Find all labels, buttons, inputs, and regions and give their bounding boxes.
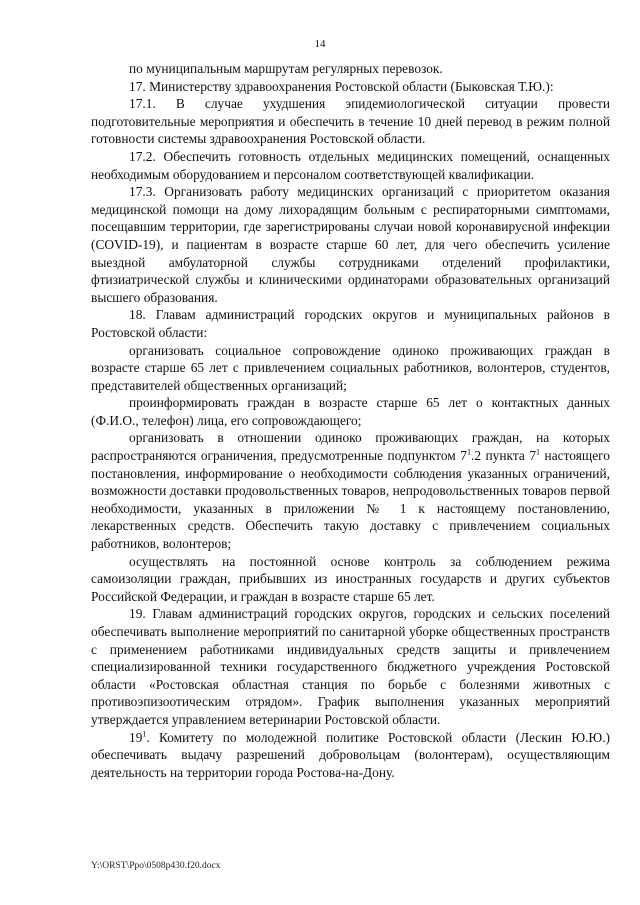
paragraph-18-item-inform: проинформировать граждан в возрасте старше 65 лет о контактных данных (Ф.И.О., телефон) лица, его сопровождающего; [91,395,610,428]
paragraph-continuation: по муниципальным маршрутам регулярных перевозок. [129,61,443,76]
page-number: 14 [314,38,326,50]
paragraph-18-item-control: осуществлять на постоянной основе контроль за соблюдением режима самоизоляции граждан, прибывших из иностранных государств и других субъектов Российской Федерации, и граждан в возрасте старше 65 лет. [91,553,610,604]
paragraph-18: 18. Главам администраций городских округов и муниципальных районов в Ростовской области: [91,307,610,340]
text-fragment: . Комитету по молодежной политике Ростовской области (Лескин Ю.Ю.) обеспечивать выдачу разрешений добровольцам (волонтерам), осуществляющим деятельность на территории города Ростова-на-Дону. [91,729,610,780]
text-fragment: 19 [129,729,143,745]
footer-file-path: Y:\ORST\Ppo\0508p430.f20.docx [91,861,221,871]
paragraph-18-item-delivery [91,429,610,552]
superscript: 1 [142,729,147,739]
paragraph-18-item-social-support: организовать социальное сопровождение одиноко проживающих граждан в возрасте старше 65 лет с привлечением социальных работников, волонтеров, студентов, представителей общественных организаций; [91,342,610,393]
superscript: 1 [536,447,541,457]
paragraph-17-3: 17.3. Организовать работу медицинских организаций с приоритетом оказания медицинской помощи на дому лихорадящим больным с респираторными симптомами, посещавшим территории, где зарегистрированы случаи новой коронавирусной инфекции (COVID-19), и пациентам в возрасте старше 60 лет, для чего обеспечить усиление выездной амбулаторной службы сотрудниками отделений профилактики, фтизиатрической службы и клиническими ординаторами образовательных организаций высшего образования. [91,184,610,305]
text-fragment: настоящего постановления, информирование о необходимости соблюдения указанных ограничений, возможности доставки продовольственных товаров, непродовольственных товаров первой необходимости, указанных в приложении № 1 к настоящему постановлению, лекарственных средств. Обеспечить такую доставку с привлечением социальных работников, волонтеров; [91,448,610,552]
text-fragment: .2 пункта 7 [470,448,537,464]
paragraph-17-1: 17.1. В случае ухудшения эпидемиологической ситуации провести подготовительные мероприятия и обеспечить в течение 10 дней перевод в режим полной готовности системы здравоохранения Ростовской области. [91,96,610,147]
document-body [91,60,610,781]
paragraph-17: 17. Министерству здравоохранения Ростовской области (Быковская Т.Ю.): [129,78,554,94]
paragraph-19: 19. Главам администраций городских округов, городских и сельских поселений обеспечивать выполнение мероприятий по санитарной уборке общественных пространств с применением работниками индивидуальных средств защиты и привлечением специализированной техники государственного бюджетного учреждения Ростовской области «Ростовская областная станция по борьбе с болезнями животных с противоэпизоотическим отрядом». График выполнения указанных мероприятий утверждается управлением ветеринарии Ростовской области. [91,606,610,727]
superscript: 1 [466,447,471,457]
paragraph-19-1 [91,729,610,782]
paragraph-17-2: 17.2. Обеспечить готовность отдельных медицинских помещений, оснащенных необходимым оборудованием и персоналом соответствующей квалификации. [91,148,610,182]
text-fragment: организовать в отношении одиноко проживающих граждан, на которых распространяются ограничения, предусмотренные подпунктом 7 [91,430,610,464]
